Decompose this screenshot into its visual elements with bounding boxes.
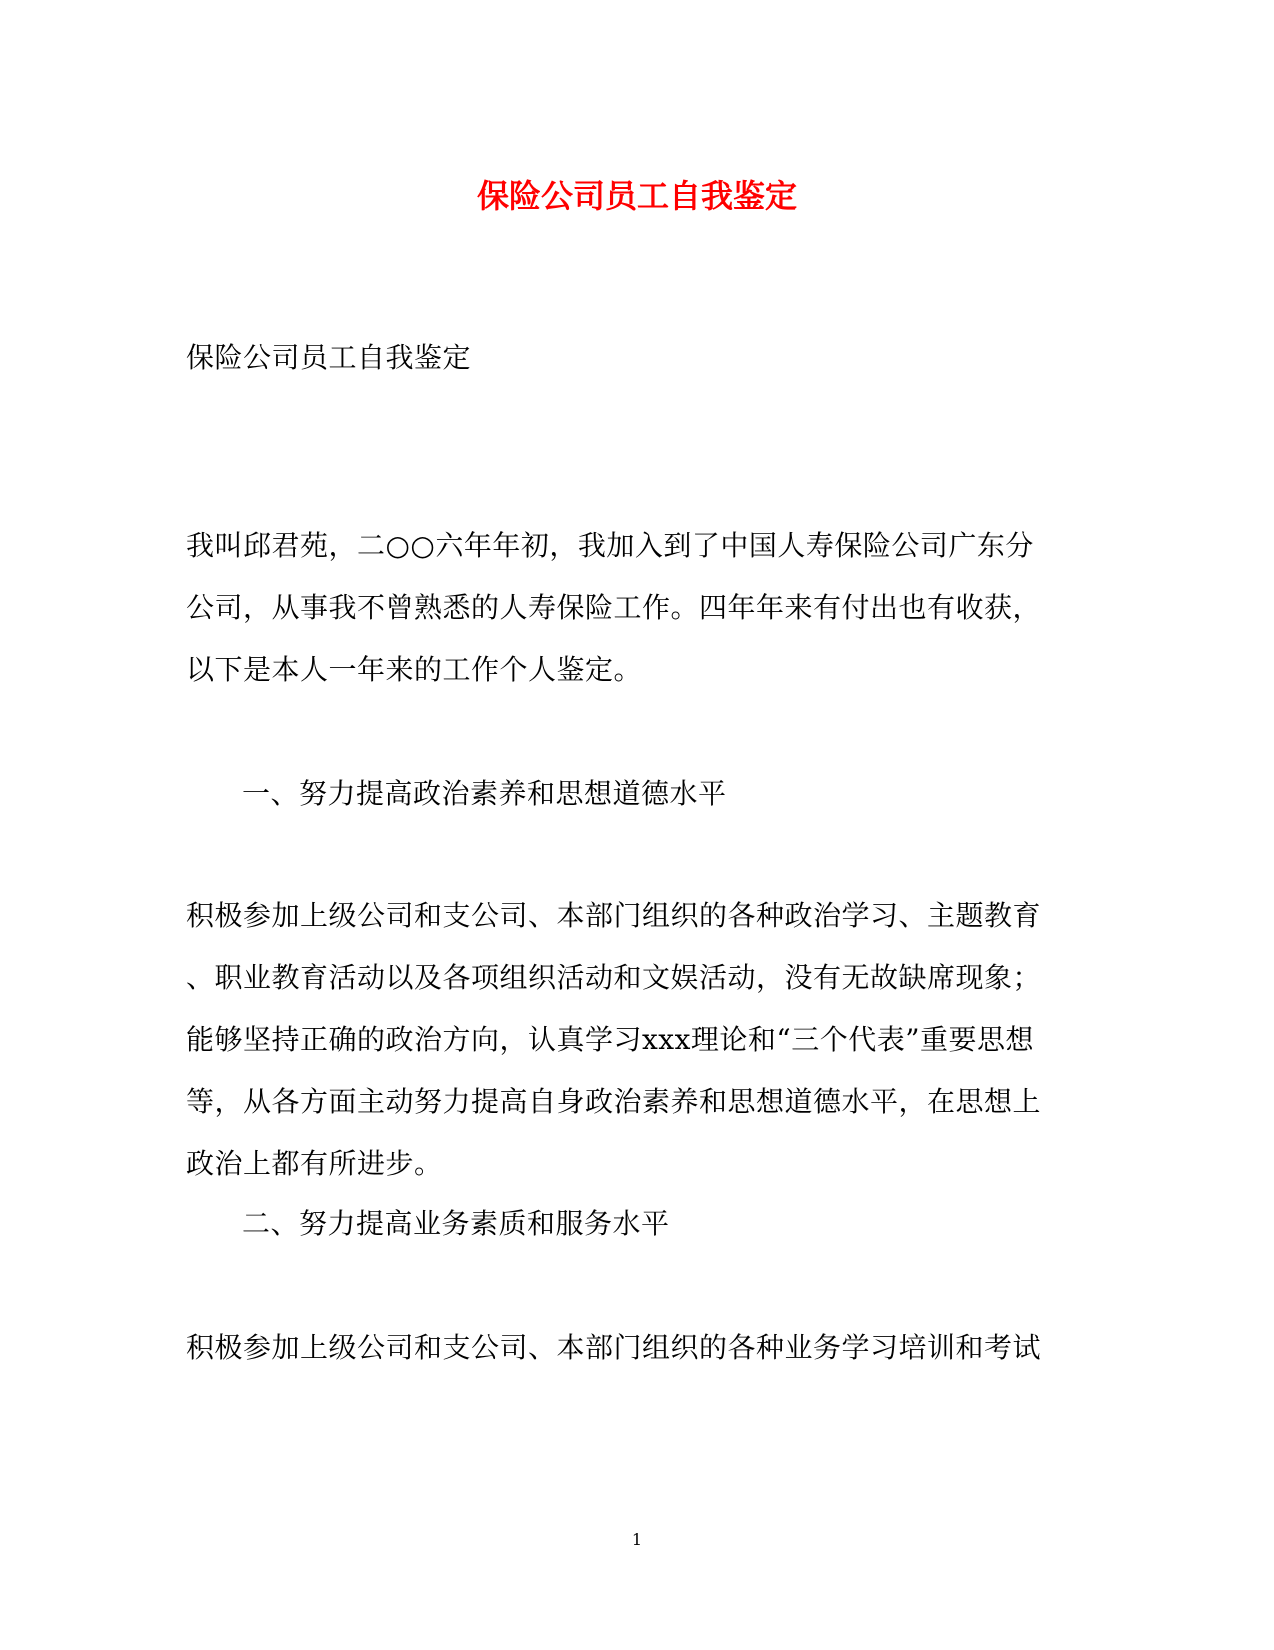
section-2-heading: 二、努力提高业务素质和服务水平 bbox=[242, 1207, 670, 1240]
section-1-line-3: 能够坚持正确的政治方向，认真学习xxx理论和“三个代表”重要思想 bbox=[186, 1023, 1035, 1056]
section-1-line-2: 、职业教育活动以及各项组织活动和文娱活动，没有无故缺席现象； bbox=[186, 961, 1042, 994]
intro-line-3: 以下是本人一年来的工作个人鉴定。 bbox=[186, 653, 643, 686]
intro-line-1: 我叫邱君苑，二○○六年年初，我加入到了中国人寿保险公司广东分 bbox=[186, 529, 1034, 562]
section-2-line-1: 积极参加上级公司和支公司、本部门组织的各种业务学习培训和考试 bbox=[186, 1331, 1042, 1364]
section-1-line-4: 等，从各方面主动努力提高自身政治素养和思想道德水平，在思想上 bbox=[186, 1085, 1042, 1118]
document-title: 保险公司员工自我鉴定 bbox=[476, 177, 797, 215]
document-subtitle: 保险公司员工自我鉴定 bbox=[186, 341, 472, 374]
page-number: 1 bbox=[631, 1530, 643, 1549]
intro-line-2: 公司，从事我不曾熟悉的人寿保险工作。四年年来有付出也有收获， bbox=[186, 591, 1042, 624]
section-1-line-1: 积极参加上级公司和支公司、本部门组织的各种政治学习、主题教育 bbox=[186, 899, 1042, 932]
section-1-line-5: 政治上都有所进步。 bbox=[186, 1147, 443, 1180]
section-1-heading: 一、努力提高政治素养和思想道德水平 bbox=[242, 777, 727, 810]
